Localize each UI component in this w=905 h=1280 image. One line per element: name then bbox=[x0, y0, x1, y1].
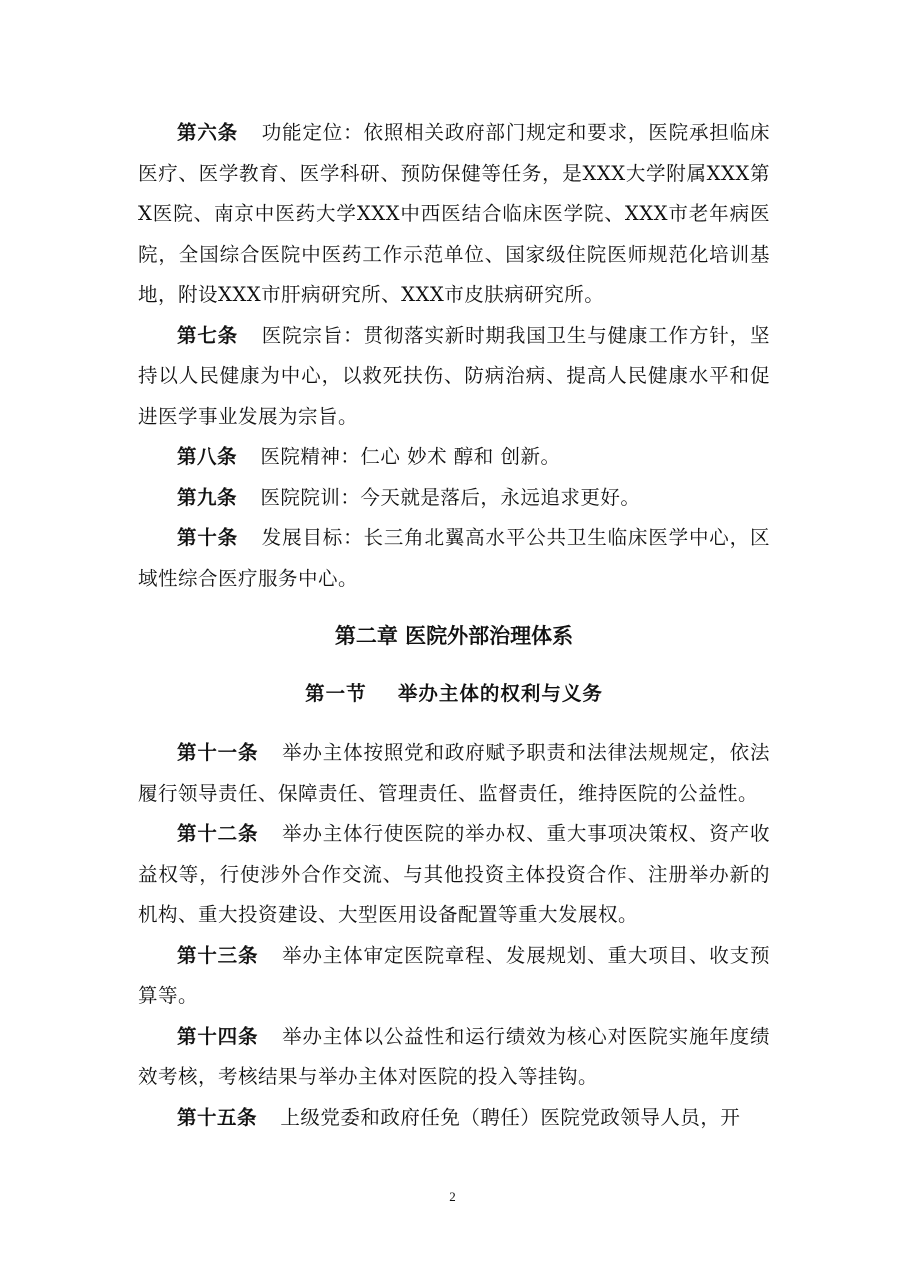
article-text: 医院宗旨：贯彻落实新时期我国卫生与健康工作方针，坚持以人民健康为中心，以救死扶伤、防病治病、提高人民健康水平和促进医学事业发展为宗旨。 bbox=[138, 323, 770, 428]
article-label: 第十四条 bbox=[177, 1024, 259, 1048]
article-10 bbox=[138, 518, 770, 599]
article-label: 第十二条 bbox=[177, 822, 259, 845]
article-label: 第十三条 bbox=[177, 943, 259, 967]
article-9 bbox=[138, 478, 770, 519]
document-body bbox=[138, 113, 770, 1138]
section-title bbox=[138, 679, 770, 709]
article-6 bbox=[138, 113, 770, 316]
article-15 bbox=[138, 1098, 770, 1139]
article-text: 举办主体审定医院章程、发展规划、重大项目、收支预算等。 bbox=[138, 943, 770, 1007]
section-number: 第一节 bbox=[305, 682, 367, 705]
article-label: 第十五条 bbox=[177, 1105, 258, 1129]
article-text: 功能定位：依照相关政府部门规定和要求，医院承担临床医疗、医学教育、医学科研、预防保健等任务，是XXX大学附属XXX第X医院、南京中医药大学XXX中西医结合临床医学院、XXX市老年病医院，全国综合医院中医药工作示范单位、国家级住院医师规范化培训基地，附设XXX市肝病研究所、XXX市皮肤病研究所。 bbox=[138, 121, 770, 306]
page-number: 2 bbox=[449, 1189, 456, 1204]
article-7 bbox=[138, 316, 770, 438]
article-label: 第八条 bbox=[177, 445, 238, 468]
article-label: 第十一条 bbox=[177, 741, 259, 764]
article-label: 第六条 bbox=[177, 121, 239, 144]
section-name: 举办主体的权利与义务 bbox=[397, 682, 603, 705]
article-label: 第十条 bbox=[177, 526, 239, 549]
chapter-title: 第二章 医院外部治理体系 bbox=[334, 624, 574, 648]
article-label: 第九条 bbox=[177, 485, 238, 509]
article-text: 举办主体行使医院的举办权、重大事项决策权、资产收益权等，行使涉外合作交流、与其他投资主体投资合作、注册举办新的机构、重大投资建设、大型医用设备配置等重大发展权。 bbox=[138, 822, 770, 926]
article-12 bbox=[138, 814, 770, 936]
article-13 bbox=[138, 936, 770, 1017]
article-text: 医院院训：今天就是落后，永远追求更好。 bbox=[260, 485, 641, 509]
article-label: 第七条 bbox=[177, 323, 239, 347]
article-14 bbox=[138, 1017, 770, 1098]
article-text: 举办主体以公益性和运行绩效为核心对医院实施年度绩效考核，考核结果与举办主体对医院的投入等挂钩。 bbox=[138, 1024, 770, 1088]
article-11 bbox=[138, 733, 770, 814]
article-text: 上级党委和政府任免（聘任）医院党政领导人员，开 bbox=[280, 1105, 741, 1129]
article-text: 医院精神：仁心 妙术 醇和 创新。 bbox=[260, 445, 561, 468]
article-text: 发展目标：长三角北翼高水平公共卫生临床医学中心，区域性综合医疗服务中心。 bbox=[138, 526, 770, 590]
article-text: 举办主体按照党和政府赋予职责和法律法规规定，依法履行领导责任、保障责任、管理责任、监督责任，维持医院的公益性。 bbox=[138, 741, 770, 805]
article-8 bbox=[138, 437, 770, 478]
